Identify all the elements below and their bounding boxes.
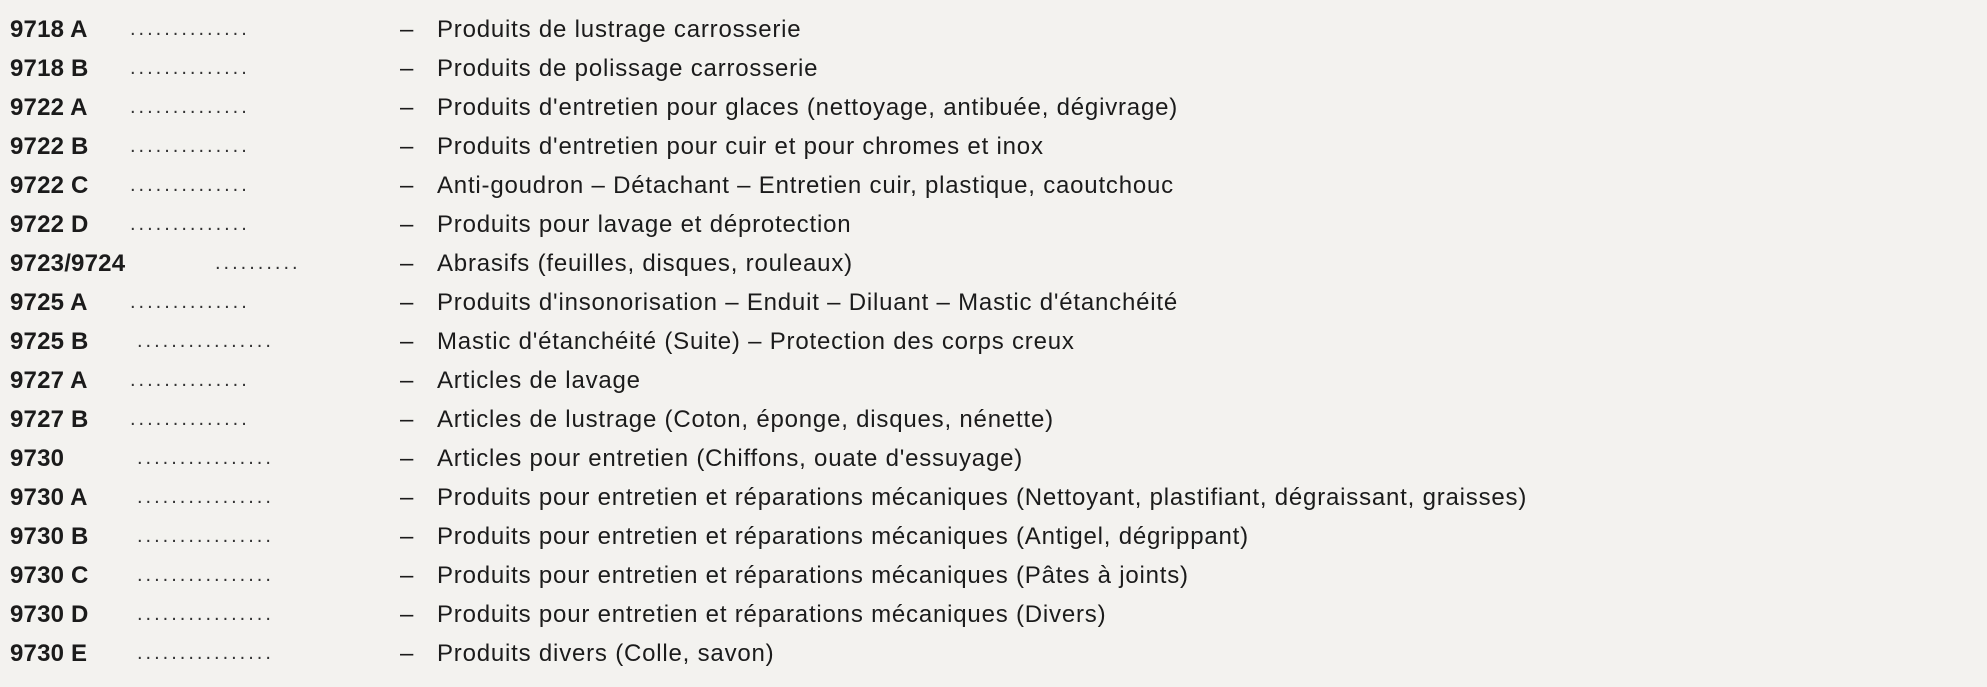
product-code: 9725 B (10, 328, 89, 355)
dot-leader: .............. (130, 291, 250, 313)
separator-dash: – (400, 289, 414, 316)
product-description: Articles pour entretien (Chiffons, ouate d'essuyage) (437, 445, 1024, 472)
separator-dash: – (400, 367, 414, 394)
product-code: 9722 D (10, 211, 89, 238)
product-code: 9730 E (10, 640, 88, 667)
dot-leader: .............. (130, 96, 250, 118)
dot-leader: .............. (130, 213, 250, 235)
product-code: 9718 B (10, 55, 89, 82)
dot-leader: ................ (137, 486, 274, 508)
separator-dash: – (400, 250, 414, 277)
product-code: 9730 C (10, 562, 89, 589)
product-index-list (10, 10, 1987, 673)
list-item (10, 517, 1987, 556)
product-description: Produits d'insonorisation – Enduit – Diluant – Mastic d'étanchéité (437, 289, 1179, 316)
product-code: 9718 A (10, 16, 88, 43)
separator-dash: – (400, 328, 414, 355)
list-item (10, 10, 1987, 49)
product-description: Articles de lustrage (Coton, éponge, disques, nénette) (437, 406, 1054, 433)
list-item (10, 244, 1987, 283)
separator-dash: – (400, 133, 414, 160)
product-description: Produits divers (Colle, savon) (437, 640, 775, 667)
list-item (10, 634, 1987, 673)
separator-dash: – (400, 172, 414, 199)
product-description: Mastic d'étanchéité (Suite) – Protection des corps creux (437, 328, 1075, 355)
separator-dash: – (400, 406, 414, 433)
product-code: 9722 B (10, 133, 89, 160)
product-description: Anti-goudron – Détachant – Entretien cuir, plastique, caoutchouc (437, 172, 1174, 199)
product-description: Abrasifs (feuilles, disques, rouleaux) (437, 250, 853, 277)
dot-leader: .............. (130, 174, 250, 196)
list-item (10, 88, 1987, 127)
product-code: 9727 A (10, 367, 88, 394)
product-code: 9730 (10, 445, 65, 472)
product-code: 9730 B (10, 523, 89, 550)
dot-leader: .............. (130, 135, 250, 157)
dot-leader: ................ (137, 603, 274, 625)
separator-dash: – (400, 562, 414, 589)
product-description: Produits pour lavage et déprotection (437, 211, 852, 238)
dot-leader: ................ (137, 447, 274, 469)
separator-dash: – (400, 211, 414, 238)
list-item (10, 361, 1987, 400)
dot-leader: ................ (137, 642, 274, 664)
product-description: Produits pour entretien et réparations mécaniques (Antigel, dégrippant) (437, 523, 1249, 550)
dot-leader: .............. (130, 369, 250, 391)
list-item (10, 127, 1987, 166)
product-code: 9722 A (10, 94, 88, 121)
list-item (10, 166, 1987, 205)
list-item (10, 322, 1987, 361)
dot-leader: .............. (130, 408, 250, 430)
product-description: Produits de lustrage carrosserie (437, 16, 802, 43)
list-item (10, 595, 1987, 634)
list-item (10, 439, 1987, 478)
separator-dash: – (400, 523, 414, 550)
product-code: 9730 A (10, 484, 88, 511)
list-item (10, 400, 1987, 439)
separator-dash: – (400, 55, 414, 82)
dot-leader: ................ (137, 564, 274, 586)
product-description: Produits d'entretien pour glaces (nettoyage, antibuée, dégivrage) (437, 94, 1179, 121)
product-description: Produits pour entretien et réparations mécaniques (Pâtes à joints) (437, 562, 1189, 589)
product-description: Produits d'entretien pour cuir et pour chromes et inox (437, 133, 1044, 160)
product-description: Articles de lavage (437, 367, 641, 394)
product-code: 9722 C (10, 172, 89, 199)
dot-leader: ................ (137, 525, 274, 547)
list-item (10, 205, 1987, 244)
separator-dash: – (400, 484, 414, 511)
product-description: Produits pour entretien et réparations mécaniques (Divers) (437, 601, 1107, 628)
separator-dash: – (400, 601, 414, 628)
dot-leader: .............. (130, 57, 250, 79)
product-code: 9730 D (10, 601, 89, 628)
separator-dash: – (400, 94, 414, 121)
separator-dash: – (400, 16, 414, 43)
product-code: 9725 A (10, 289, 88, 316)
dot-leader: .............. (130, 18, 250, 40)
list-item (10, 283, 1987, 322)
separator-dash: – (400, 445, 414, 472)
separator-dash: – (400, 640, 414, 667)
list-item (10, 49, 1987, 88)
list-item (10, 478, 1987, 517)
product-description: Produits pour entretien et réparations mécaniques (Nettoyant, plastifiant, dégraissant, graisses) (437, 484, 1528, 511)
list-item (10, 556, 1987, 595)
dot-leader: ................ (137, 330, 274, 352)
dot-leader: .......... (215, 252, 301, 274)
product-code: 9727 B (10, 406, 89, 433)
product-code: 9723/9724 (10, 250, 126, 277)
product-description: Produits de polissage carrosserie (437, 55, 819, 82)
